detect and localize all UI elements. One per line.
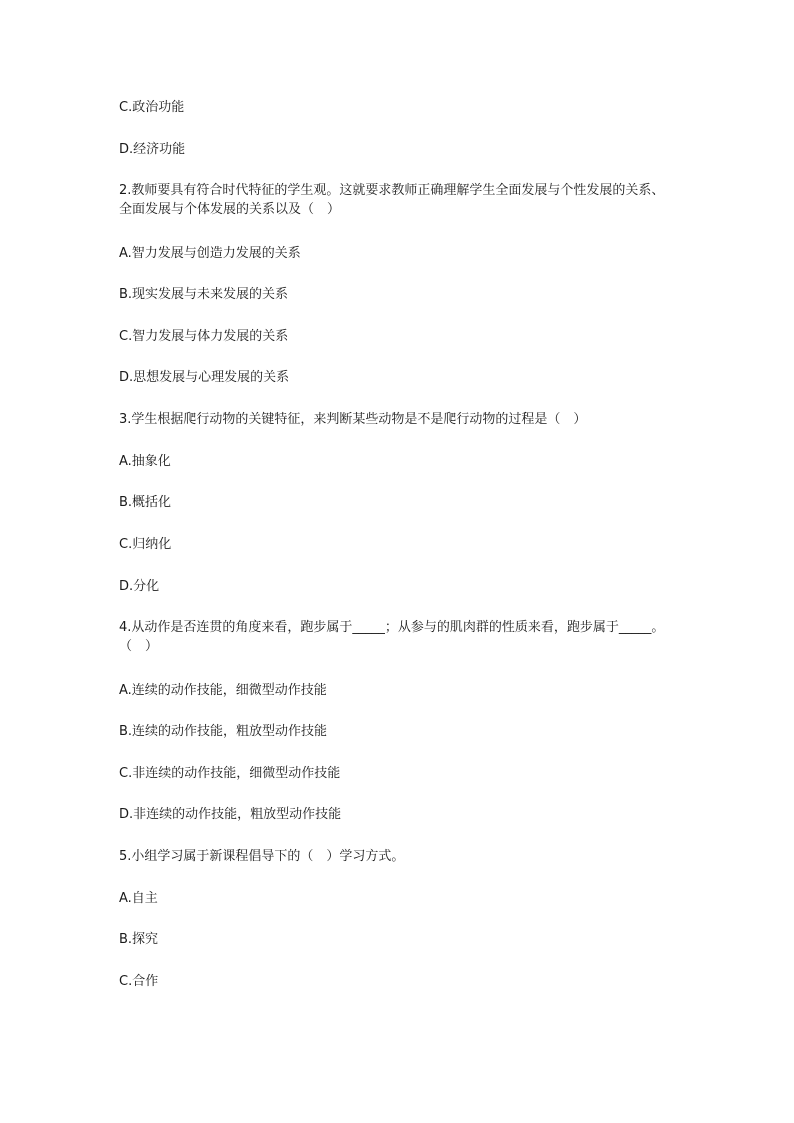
question-3: 3.学生根据爬行动物的关键特征，来判断某些动物是不是爬行动物的过程是（ ） [119, 412, 587, 427]
option-a-q4: A.连续的动作技能，细微型动作技能 [119, 683, 327, 698]
option-c-q2: C.智力发展与体力发展的关系 [119, 329, 289, 344]
option-b-q2: B.现实发展与未来发展的关系 [119, 287, 289, 302]
option-d-q1: D.经济功能 [119, 142, 186, 157]
option-b-q5: B.探究 [119, 932, 159, 947]
option-c-q4: C.非连续的动作技能，细微型动作技能 [119, 766, 341, 781]
question-2: 2.教师要具有符合时代特征的学生观。这就要求教师正确理解学生全面发展与个性发展的关系、全面发展与个体发展的关系以及（ ） [119, 183, 665, 217]
option-d-q4: D.非连续的动作技能，粗放型动作技能 [119, 807, 342, 822]
option-b-q4: B.连续的动作技能，粗放型动作技能 [119, 724, 328, 739]
question-4: 4.从动作是否连贯的角度来看，跑步属于_____；从参与的肌肉群的性质来看，跑步属于_____。（ ） [119, 620, 665, 654]
question-5: 5.小组学习属于新课程倡导下的（ ）学习方式。 [119, 849, 405, 864]
option-d-q3: D.分化 [119, 579, 160, 594]
option-a-q5: A.自主 [119, 891, 158, 906]
option-b-q3: B.概括化 [119, 495, 172, 510]
option-a-q2: A.智力发展与创造力发展的关系 [119, 246, 301, 261]
option-d-q2: D.思想发展与心理发展的关系 [119, 370, 290, 385]
option-a-q3: A.抽象化 [119, 454, 171, 469]
option-c-q1: C.政治功能 [119, 100, 185, 115]
option-c-q5: C.合作 [119, 974, 159, 989]
option-c-q3: C.归纳化 [119, 537, 172, 552]
